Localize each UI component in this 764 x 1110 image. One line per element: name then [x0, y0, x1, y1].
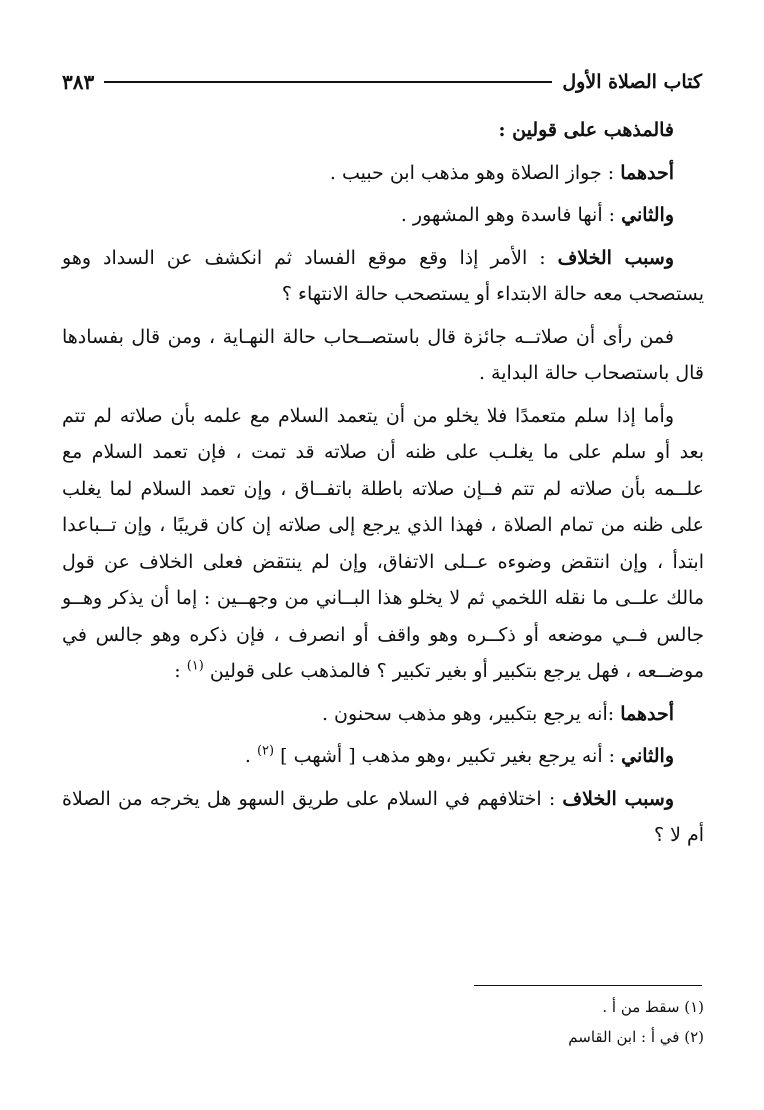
paragraph-3 — [62, 197, 704, 234]
main-text — [62, 112, 704, 972]
first-opinion-text-2: :أنه يرجع بتكبير، وهو مذهب سحنون . — [321, 702, 621, 725]
footnote-ref-1: (١) — [186, 658, 204, 674]
reason-text: : الأمر إذا وقع موقع الفساد ثم انكشف عن السداد وهو يستصحب معه حالة الابتداء أو يستصحب حالة الانتهاء ؟ — [62, 246, 704, 305]
paragraph-8 — [62, 738, 704, 775]
paragraph-5: فمن رأى أن صلاتــه جائزة قال باستصــحاب حالة النهـاية ، ومن قال بفسادها قال باستصحاب حالة البداية . — [62, 325, 704, 384]
footnote-1: (١) سقط من أ . — [602, 998, 704, 1016]
header-rule — [104, 81, 552, 83]
second-opinion-label: والثاني — [621, 204, 674, 226]
running-title: كتاب الصلاة الأول — [562, 71, 702, 93]
reason-text-2: : اختلافهم في السلام على طريق السهو هل يخرجه من الصلاة أم لا ؟ — [62, 787, 704, 846]
reason-label-2: وسبب الخلاف — [562, 787, 674, 810]
first-opinion-label: أحدهما — [620, 161, 674, 184]
first-opinion-text: : جواز الصلاة وهو مذهب ابن حبيب . — [329, 161, 621, 184]
paragraph-9 — [62, 781, 704, 854]
second-opinion-text: : أنها فاسدة وهو المشهور . — [400, 204, 622, 226]
first-opinion-label-2: أحدهما — [620, 702, 674, 725]
paragraph-6-text: وأما إذا سلم متعمدًا فلا يخلو من أن يتعمد السلام مع علمه بأن صلاته لم تتم بعد أو سلم على ما يغلـب على ظنه أن صلاته قد تمت ، فإن تعمد السلام مع علــمه بأن صلاته لم تتم فــإن صلاته باطلة باتفــاق ، وإن تعمد السلام لما يغلب على ظنه من تمام الصلاة ، فهذا الذي يرجع إلى صلاته إن كان قريبًا ، وإن تــباعدا ابتدأ ، وإن انتقض وضوءه عــلى الاتفاق، وإن لم ينتقض فعلى الخلاف عن قول مالك علــى ما نقله اللخمي ثم لا يخلو هذا البــاني من وجهــين : إما أن يذكر وهــو جالس فــي موضعه أو ذكــره وهو واقف أو انصرف ، فإن ذكره وهو جالس في موضــعه ، فهل يرجع بتكبير أو بغير تكبير ؟ فالمذهب على قولين — [62, 404, 704, 682]
paragraph-4 — [62, 240, 704, 313]
page-number: ٣٨٣ — [62, 70, 95, 94]
footnote-2: (٢) في أ : ابن القاسم — [568, 1028, 704, 1046]
opinion-heading: فالمذهب على قولين : — [498, 119, 674, 141]
page-header — [62, 62, 702, 102]
reason-label: وسبب الخلاف — [557, 246, 675, 269]
paragraph-7 — [62, 696, 704, 733]
paragraph-6 — [62, 398, 704, 690]
second-opinion-text-2: : أنه يرجع بغير تكبير ،وهو مذهب [ أشهب ] — [274, 745, 622, 767]
footnotes — [62, 992, 704, 1052]
paragraph-6-end: : — [174, 660, 187, 682]
footnote-rule — [474, 985, 702, 986]
second-opinion-label-2: والثاني — [621, 745, 674, 767]
paragraph-8-end: . — [244, 745, 257, 767]
paragraph-1 — [62, 112, 704, 149]
footnote-ref-2: (٢) — [256, 743, 275, 759]
paragraph-2 — [62, 155, 704, 192]
